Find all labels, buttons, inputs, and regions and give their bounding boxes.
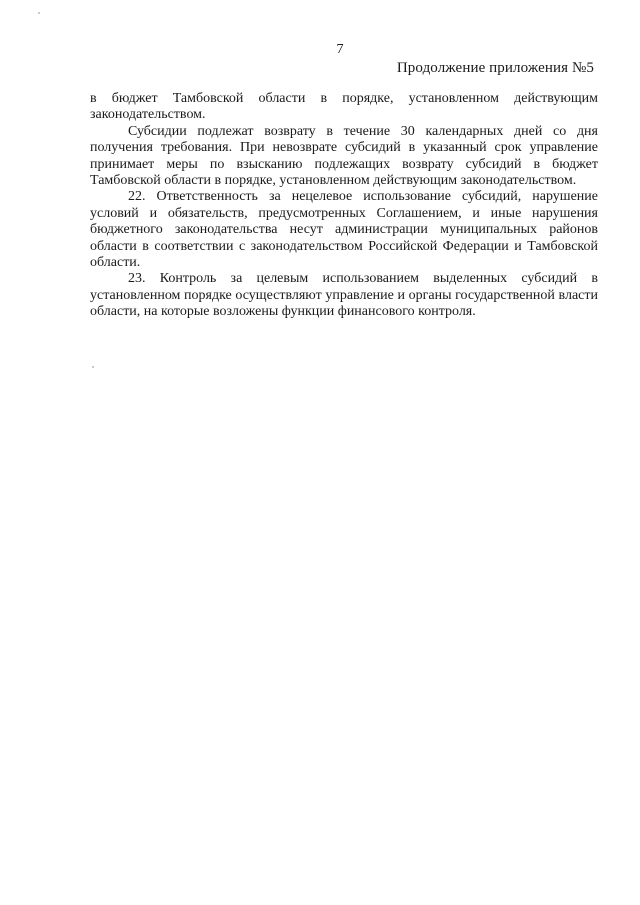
- scan-mark: [92, 366, 94, 368]
- paragraph-23-control: 23. Контроль за целевым использованием выделенных субсидий в установленном порядке осуществляют управление и органы государственной власти области, на которые возложены функции финансового контроля.: [90, 271, 598, 320]
- paragraph-continued: в бюджет Тамбовской области в порядке, установленном действующим законодательством.: [90, 91, 598, 123]
- document-body: [90, 91, 598, 321]
- page-number: 7: [336, 42, 344, 57]
- paragraph-subsidy-return: Субсидии подлежат возврату в течение 30 календарных дней со дня получения требования. При невозврате субсидий в указанный срок управление принимает меры по взысканию подлежащих возврату субсидий в бюджет Тамбовской области в порядке, установленном действующим законодательством.: [90, 123, 598, 189]
- appendix-continuation-heading: Продолжение приложения №5: [396, 60, 594, 76]
- scan-mark: [38, 12, 40, 14]
- paragraph-22-responsibility: 22. Ответственность за нецелевое использование субсидий, нарушение условий и обязательств, предусмотренных Соглашением, и иные нарушения бюджетного законодательства несут администрации муниципальных районов области в соответствии с законодательством Российской Федерации и Тамбовской области.: [90, 189, 598, 271]
